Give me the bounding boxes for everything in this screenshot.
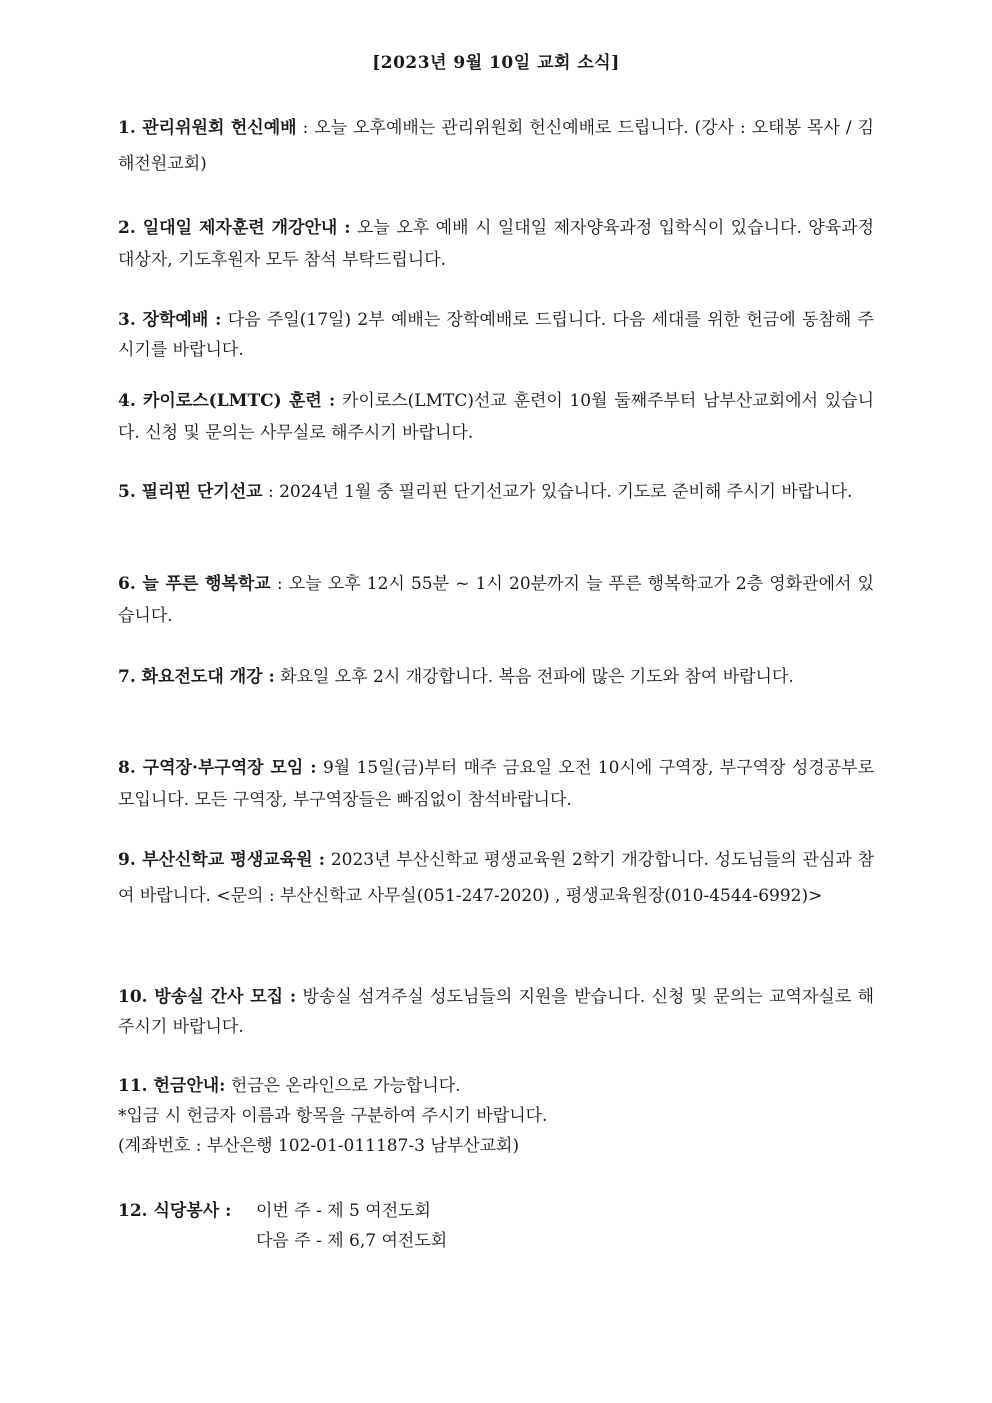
- notice-text: 헌금은 온라인으로 가능합니다.: [225, 1076, 461, 1096]
- notice-paragraph: [118, 568, 874, 632]
- notice-paragraph: [118, 385, 874, 449]
- notice-paragraph: [118, 305, 874, 365]
- notice-paragraph: [118, 982, 874, 1042]
- notice-text: : 오늘 오후예배는 관리위원회 헌신예배로 드립니다. (강사 : 오태봉 목사 / 김해전원교회): [118, 118, 874, 174]
- meal-service-this-week: 이번 주 - 제 5 여전도회: [256, 1201, 431, 1221]
- notice-item-5: [118, 476, 874, 508]
- notice-text: 화요일 오후 2시 개강합니다. 복음 전파에 많은 기도와 참여 바랍니다.: [274, 667, 794, 687]
- notice-text: 카이로스(LMTC)선교 훈련이 10월 둘째주부터 남부산교회에서 있습니다. 신청 및 문의는 사무실로 해주시기 바랍니다.: [118, 391, 874, 443]
- notice-item-4: [118, 385, 874, 449]
- notice-item-2: [118, 212, 874, 276]
- notice-line: (계좌번호 : 부산은행 102-01-011187-3 남부산교회): [118, 1136, 520, 1156]
- notice-paragraph: [118, 661, 874, 693]
- notice-label: 1. 관리위원회 헌신예배: [118, 118, 297, 138]
- notice-text: : 오늘 오후 12시 55분 ~ 1시 20분까지 늘 푸른 행복학교가 2층 영화관에서 있습니다.: [118, 574, 875, 626]
- notice-paragraph: [118, 842, 874, 914]
- notice-item-10: [118, 982, 874, 1042]
- notice-item-8: [118, 752, 874, 816]
- notice-label: 9. 부산신학교 평생교육원 :: [118, 850, 326, 870]
- notice-text: 오늘 오후 예배 시 일대일 제자양육과정 입학식이 있습니다. 양육과정 대상자, 기도후원자 모두 참석 부탁드립니다.: [118, 218, 874, 270]
- notice-text: 2023년 부산신학교 평생교육원 2학기 개강합니다. 성도님들의 관심과 참여 바랍니다. <문의 : 부산신학교 사무실(051-247-2020) , 평생교육원장(010-4544-6992)>: [118, 850, 874, 906]
- notice-label: 11. 헌금안내:: [118, 1076, 226, 1096]
- notice-paragraph: [118, 752, 874, 816]
- notice-text: 방송실 섬겨주실 성도님들의 지원을 받습니다. 신청 및 문의는 교역자실로 해주시기 바랍니다.: [118, 987, 875, 1037]
- notice-line: *입금 시 헌금자 이름과 항목을 구분하여 주시기 바랍니다.: [118, 1106, 548, 1126]
- notice-item-6: [118, 568, 874, 632]
- notice-label: 10. 방송실 간사 모집 :: [118, 987, 297, 1007]
- notice-item-9: [118, 842, 874, 914]
- meal-service-row: [118, 1196, 874, 1256]
- notice-text: 9월 15일(금)부터 매주 금요일 오전 10시에 구역장, 부구역장 성경공부로 모입니다. 모든 구역장, 부구역장들은 빠짐없이 참석바랍니다.: [118, 758, 874, 810]
- notice-paragraph: [118, 476, 874, 508]
- page-title: [2023년 9월 10일 교회 소식]: [372, 53, 620, 73]
- meal-service-schedule: [256, 1196, 447, 1256]
- notice-label: 3. 장학예배 :: [118, 310, 222, 330]
- notice-label: 2. 일대일 제자훈련 개강안내 :: [118, 218, 351, 238]
- notice-label: 5. 필리핀 단기선교: [118, 482, 263, 502]
- notice-label: 6. 늘 푸른 행복학교: [118, 574, 271, 594]
- notice-line: [118, 1071, 874, 1101]
- notice-label: 7. 화요전도대 개강 :: [118, 667, 275, 687]
- notice-label: 8. 구역장·부구역장 모임 :: [118, 758, 317, 778]
- meal-service-next-week: 다음 주 - 제 6,7 여전도회: [256, 1231, 448, 1251]
- notice-item-11: [118, 1071, 874, 1161]
- notice-item-3: [118, 305, 874, 365]
- notice-item-12: [118, 1196, 874, 1256]
- notice-text: : 2024년 1월 중 필리핀 단기선교가 있습니다. 기도로 준비해 주시기 바랍니다.: [262, 482, 853, 502]
- notice-label: 4. 카이로스(LMTC) 훈련 :: [118, 391, 336, 411]
- notice-paragraph: [118, 110, 874, 182]
- notice-text: 다음 주일(17일) 2부 예배는 장학예배로 드립니다. 다음 세대를 위한 헌금에 동참해 주시기를 바랍니다.: [118, 310, 874, 360]
- notice-item-7: [118, 661, 874, 693]
- notice-paragraph: [118, 212, 874, 276]
- notice-label: 12. 식당봉사 :: [118, 1201, 232, 1221]
- notice-item-1: [118, 110, 874, 182]
